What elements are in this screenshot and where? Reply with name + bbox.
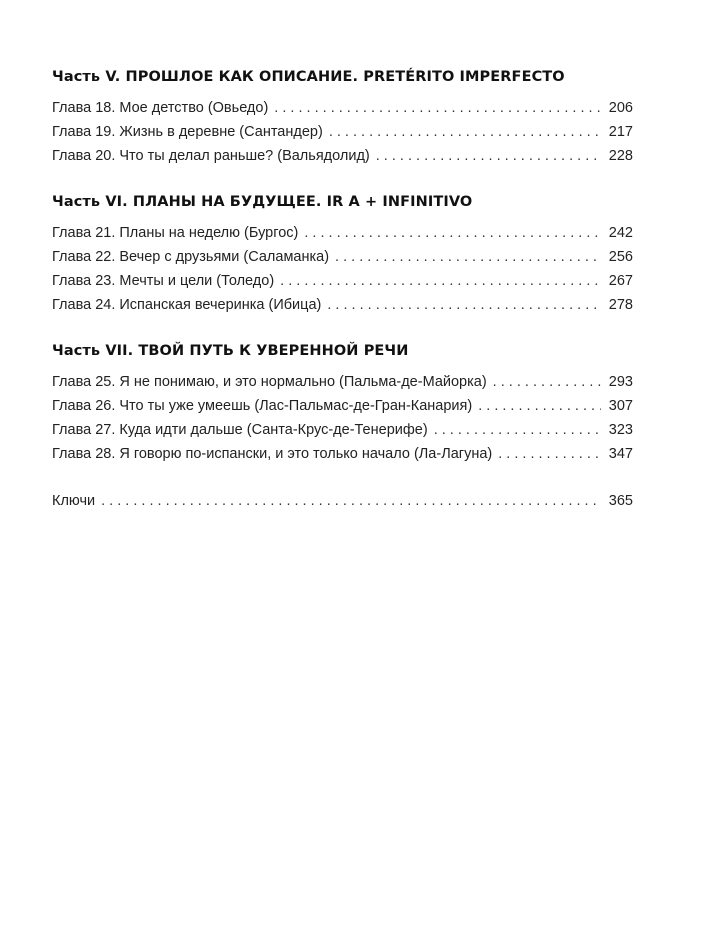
dot-leader	[498, 442, 601, 466]
page-number: 365	[608, 493, 633, 509]
dot-leader	[376, 144, 601, 168]
toc-entry[interactable]	[52, 442, 633, 466]
page-number: 293	[608, 374, 633, 390]
chapter-title: Глава 25. Я не понимаю, и это нормально (Пальма-де-Майорка)	[52, 374, 487, 390]
page-number: 228	[608, 148, 633, 164]
chapter-title: Глава 20. Что ты делал раньше? (Вальядолид)	[52, 148, 370, 164]
chapter-title: Глава 27. Куда идти дальше (Санта-Крус-де-Тенерифе)	[52, 422, 428, 438]
page-number: 217	[608, 124, 633, 140]
chapter-title: Глава 19. Жизнь в деревне (Сантандер)	[52, 124, 323, 140]
toc-section-part-5	[52, 66, 633, 168]
toc-entry[interactable]	[52, 370, 633, 394]
dot-leader	[335, 245, 601, 269]
page-number: 307	[608, 398, 633, 414]
table-of-contents	[52, 66, 633, 513]
chapter-title: Глава 18. Мое детство (Овьедо)	[52, 100, 269, 116]
toc-entry[interactable]	[52, 96, 633, 120]
chapter-title: Глава 21. Планы на неделю (Бургос)	[52, 225, 299, 241]
toc-entry-keys[interactable]	[52, 489, 633, 513]
toc-entry[interactable]	[52, 120, 633, 144]
toc-section-part-6	[52, 191, 633, 317]
toc-entry[interactable]	[52, 221, 633, 245]
dot-leader	[304, 221, 601, 245]
section-title: Часть VI. ПЛАНЫ НА БУДУЩЕЕ. IR A + INFINITIVO	[52, 194, 473, 210]
dot-leader	[101, 489, 601, 513]
dot-leader	[434, 418, 601, 442]
page-number: 256	[608, 249, 633, 265]
toc-entry[interactable]	[52, 269, 633, 293]
dot-leader	[274, 96, 601, 120]
toc-entry[interactable]	[52, 394, 633, 418]
toc-entry[interactable]	[52, 245, 633, 269]
chapter-title: Глава 24. Испанская вечеринка (Ибица)	[52, 297, 322, 313]
section-title: Часть VII. ТВОЙ ПУТЬ К УВЕРЕННОЙ РЕЧИ	[52, 343, 409, 359]
dot-leader	[493, 370, 601, 394]
chapter-title: Глава 23. Мечты и цели (Толедо)	[52, 273, 275, 289]
chapter-title: Глава 26. Что ты уже умеешь (Лас-Пальмас-де-Гран-Канария)	[52, 398, 473, 414]
dot-leader	[329, 120, 601, 144]
page-number: 323	[608, 422, 633, 438]
page-number: 278	[608, 297, 633, 313]
page-number: 347	[608, 446, 633, 462]
toc-entry[interactable]	[52, 418, 633, 442]
toc-entry[interactable]	[52, 144, 633, 168]
dot-leader	[478, 394, 601, 418]
section-title: Часть V. ПРОШЛОЕ КАК ОПИСАНИЕ. PRETÉRITO IMPERFECTO	[52, 69, 565, 85]
keys-title: Ключи	[52, 493, 96, 509]
toc-entry[interactable]	[52, 293, 633, 317]
chapter-title: Глава 28. Я говорю по-испански, и это только начало (Ла-Лагуна)	[52, 446, 493, 462]
page-number: 267	[608, 273, 633, 289]
dot-leader	[280, 269, 601, 293]
page-number: 206	[608, 100, 633, 116]
toc-section-part-7	[52, 340, 633, 466]
dot-leader	[327, 293, 601, 317]
chapter-title: Глава 22. Вечер с друзьями (Саламанка)	[52, 249, 330, 265]
page-number: 242	[608, 225, 633, 241]
